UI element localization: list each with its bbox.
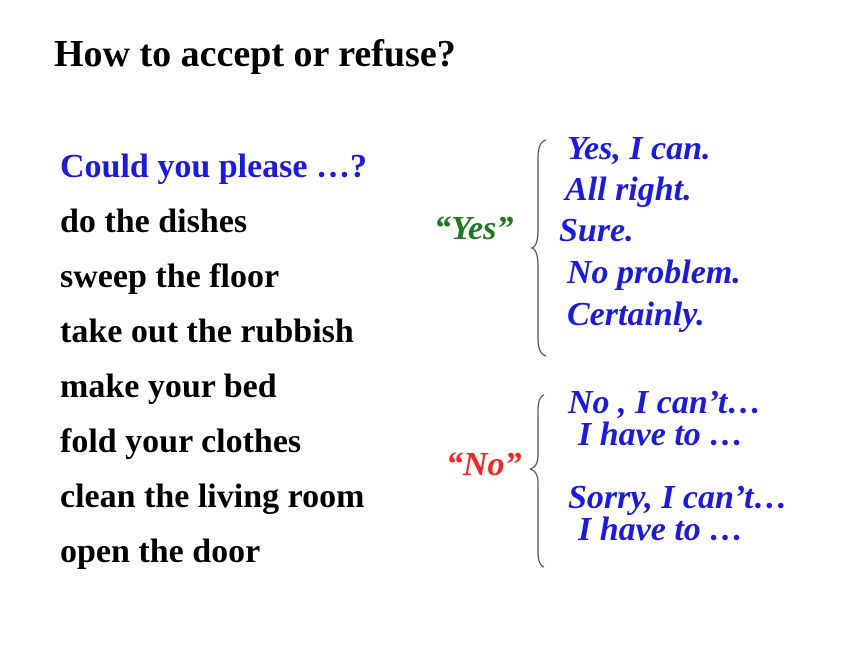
request-prompt: Could you please …? <box>60 148 367 185</box>
accept-response: Sure. <box>559 212 634 249</box>
task-item: make your bed <box>60 368 277 405</box>
task-item: sweep the floor <box>60 258 280 295</box>
accept-response: Yes, I can. <box>567 130 711 167</box>
task-item: open the door <box>60 533 261 570</box>
task-item: take out the rubbish <box>60 313 354 350</box>
task-item: fold your clothes <box>60 423 302 460</box>
task-item: do the dishes <box>60 203 248 240</box>
accept-response: Certainly. <box>567 296 705 333</box>
refuse-response: Sorry, I can’t… <box>568 479 788 516</box>
slide-title: How to accept or refuse? <box>54 33 456 75</box>
accept-response: All right. <box>565 171 692 208</box>
yes-brace <box>534 138 554 358</box>
refuse-response: I have to … <box>578 511 744 548</box>
no-brace <box>530 393 550 568</box>
refuse-response: No , I can’t… <box>568 384 762 421</box>
task-item: clean the living room <box>60 478 365 515</box>
yes-label: “Yes” <box>434 210 514 247</box>
refuse-response: I have to … <box>578 416 744 453</box>
no-label: “No” <box>446 446 522 483</box>
accept-response: No problem. <box>567 254 741 291</box>
